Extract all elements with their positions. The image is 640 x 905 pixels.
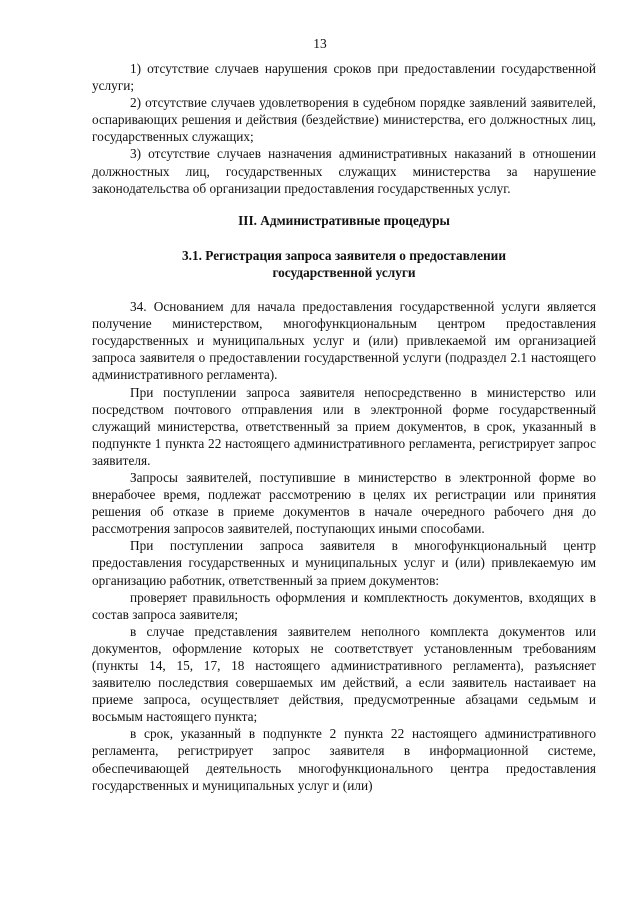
paragraph-checks: проверяет правильность оформления и комплектность документов, входящих в состав запроса заявителя; xyxy=(92,589,596,622)
paragraph-34: 34. Основанием для начала предоставления государственной услуги является получение министерством, многофункциональным центром предоставления государственных и муниципальных услуг и (или) привлекаемой им организацией запроса заявителя о предоставлении государственной услуги (подраздел 2.1 настоящего административного регламента). xyxy=(92,299,596,383)
paragraph-receipt: При поступлении запроса заявителя непосредственно в министерство или посредством почтового отправления или в электронной форме государственный служащий министерства, ответственный за прием документов, в срок, указанный в подпункте 1 пункта 22 настоящего административного регламента, регистрирует запрос заявителя. xyxy=(92,384,596,468)
page-number: 13 xyxy=(313,36,327,51)
list-item-3: 3) отсутствие случаев назначения административных наказаний в отношении должностных лиц, государственных служащих министерства за нарушение законодательства об организации предоставления государственных услуг. xyxy=(92,146,596,196)
paragraph-electronic: Запросы заявителей, поступившие в министерство в электронной форме во внерабочее время, подлежат рассмотрению в целях их регистрации или принятия решения об отказе в приеме документов в начале очередного рабочего дня до рассмотрения запросов заявителей, поступающих иными способами. xyxy=(92,469,596,537)
document-body xyxy=(92,60,596,794)
list-item-1: 1) отсутствие случаев нарушения сроков при предоставлении государственной услуги; xyxy=(92,61,596,94)
list-item-2: 2) отсутствие случаев удовлетворения в судебном порядке заявлений заявителей, оспаривающих решения и действия (бездействие) министерства, его должностных лиц, государственных служащих; xyxy=(92,95,596,145)
paragraph-registers: в срок, указанный в подпункте 2 пункта 22 настоящего административного регламента, регистрирует запрос заявителя в информационной системе, обеспечивающей деятельность многофункционального центра предоставления государственных и муниципальных услуг и (или) xyxy=(92,726,596,793)
paragraph-mfc: При поступлении запроса заявителя в многофункциональный центр предоставления государственных и муниципальных услуг и (или) привлекаемую им организацию работник, ответственный за прием документов: xyxy=(92,538,596,588)
subsection-heading: 3.1. Регистрация запроса заявителя о предоставлении государственной услуги xyxy=(181,247,507,280)
section-heading: III. Административные процедуры xyxy=(238,212,450,228)
paragraph-incomplete: в случае представления заявителем неполного комплекта документов или документов, оформление которых не соответствует установленным требованиям (пункты 14, 15, 17, 18 настоящего административного регламента), разъясняет заявителю последствия совершаемых им действий, а если заявитель настаивает на приеме запроса, осуществляет действия, предусмотренные абзацами седьмым и восьмым настоящего пункта; xyxy=(92,623,596,725)
